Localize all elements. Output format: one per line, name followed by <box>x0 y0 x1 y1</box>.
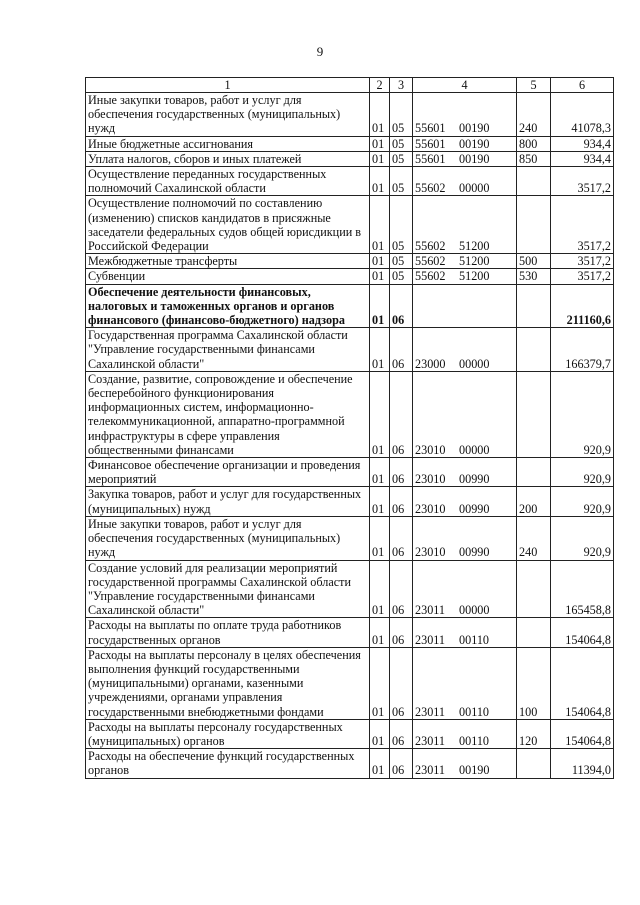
column-header-6: 6 <box>551 78 614 93</box>
table-row <box>86 458 614 487</box>
expense-name-cell: Обеспечение деятельности финансовых, налоговых и таможенных органов и органов финансового (финансово-бюджетного) надзора <box>86 284 370 328</box>
target-article-program-code: 55601 <box>415 121 446 136</box>
table-row <box>86 136 614 151</box>
subsection-code-cell: 06 <box>390 560 413 618</box>
amount-cell: 154064,8 <box>551 618 614 647</box>
subsection-code-cell: 06 <box>390 719 413 748</box>
section-code-cell: 01 <box>370 371 390 457</box>
subsection-code-cell: 06 <box>390 284 413 328</box>
amount-cell: 3517,2 <box>551 254 614 269</box>
table-row <box>86 749 614 778</box>
table-row <box>86 487 614 516</box>
subsection-code-cell: 06 <box>390 647 413 719</box>
section-code-cell: 01 <box>370 458 390 487</box>
target-article-direction-code: 51200 <box>459 239 490 254</box>
target-article-cell <box>413 269 517 284</box>
amount-cell: 920,9 <box>551 458 614 487</box>
expense-name-cell: Осуществление полномочий по составлению (изменению) списков кандидатов в присяжные заседатели федеральных судов общей юрисдикции в Российской Федерации <box>86 196 370 254</box>
target-article-cell <box>413 560 517 618</box>
target-article-cell <box>413 151 517 166</box>
target-article-cell <box>413 371 517 457</box>
target-article-program-code: 55601 <box>415 136 446 151</box>
expense-type-code-cell <box>517 196 551 254</box>
expense-name-cell: Иные закупки товаров, работ и услуг для обеспечения государственных (муниципальных) нужд <box>86 516 370 560</box>
target-article-direction-code: 00110 <box>459 704 490 719</box>
table-row <box>86 371 614 457</box>
expense-name-cell: Иные закупки товаров, работ и услуг для обеспечения государственных (муниципальных) нужд <box>86 93 370 137</box>
target-article-direction-code: 51200 <box>459 269 490 284</box>
expense-type-code-cell: 850 <box>517 151 551 166</box>
expense-type-code-cell <box>517 560 551 618</box>
target-article-direction-code: 00190 <box>459 763 490 778</box>
expense-name-cell: Межбюджетные трансферты <box>86 254 370 269</box>
target-article-direction-code: 00000 <box>459 442 490 457</box>
expense-type-code-cell <box>517 618 551 647</box>
column-header-2: 2 <box>370 78 390 93</box>
target-article-direction-code: 00990 <box>459 472 490 487</box>
expense-type-code-cell <box>517 328 551 372</box>
expense-name-cell: Иные бюджетные ассигнования <box>86 136 370 151</box>
target-article-direction-code: 00110 <box>459 632 490 647</box>
target-article-direction-code: 00190 <box>459 136 490 151</box>
target-article-cell <box>413 136 517 151</box>
target-article-program-code: 23010 <box>415 472 446 487</box>
target-article-direction-code: 00990 <box>459 501 490 516</box>
table-row <box>86 328 614 372</box>
section-code-cell: 01 <box>370 254 390 269</box>
table-row <box>86 560 614 618</box>
expense-name-cell: Государственная программа Сахалинской области "Управление государственными финансами Сахалинской области" <box>86 328 370 372</box>
amount-cell: 920,9 <box>551 371 614 457</box>
column-header-3: 3 <box>390 78 413 93</box>
target-article-cell <box>413 516 517 560</box>
section-code-cell: 01 <box>370 647 390 719</box>
expense-type-code-cell: 100 <box>517 647 551 719</box>
target-article-program-code: 55602 <box>415 239 446 254</box>
expense-type-code-cell: 240 <box>517 93 551 137</box>
subsection-code-cell: 05 <box>390 167 413 196</box>
target-article-direction-code: 00190 <box>459 151 490 166</box>
amount-cell: 920,9 <box>551 487 614 516</box>
target-article-direction-code: 00990 <box>459 545 490 560</box>
target-article-cell <box>413 167 517 196</box>
expense-name-cell: Расходы на выплаты по оплате труда работников государственных органов <box>86 618 370 647</box>
expense-name-cell: Расходы на обеспечение функций государственных органов <box>86 749 370 778</box>
expense-type-code-cell: 120 <box>517 719 551 748</box>
target-article-cell <box>413 196 517 254</box>
target-article-program-code: 55602 <box>415 269 446 284</box>
table-row <box>86 719 614 748</box>
subsection-code-cell: 06 <box>390 458 413 487</box>
expense-type-code-cell: 800 <box>517 136 551 151</box>
section-code-cell: 01 <box>370 749 390 778</box>
target-article-direction-code: 51200 <box>459 254 490 269</box>
expense-type-code-cell <box>517 749 551 778</box>
target-article-cell <box>413 749 517 778</box>
target-article-program-code: 23011 <box>415 603 446 618</box>
subsection-code-cell: 06 <box>390 487 413 516</box>
subsection-code-cell: 05 <box>390 93 413 137</box>
expense-type-code-cell: 500 <box>517 254 551 269</box>
expense-type-code-cell: 200 <box>517 487 551 516</box>
target-article-direction-code: 00190 <box>459 121 490 136</box>
section-code-cell: 01 <box>370 719 390 748</box>
section-code-cell: 01 <box>370 196 390 254</box>
target-article-direction-code: 00110 <box>459 733 490 748</box>
expense-type-code-cell: 530 <box>517 269 551 284</box>
subsection-code-cell: 05 <box>390 151 413 166</box>
section-code-cell: 01 <box>370 487 390 516</box>
target-article-direction-code: 00000 <box>459 356 490 371</box>
section-code-cell: 01 <box>370 618 390 647</box>
subsection-code-cell: 05 <box>390 136 413 151</box>
section-code-cell: 01 <box>370 516 390 560</box>
target-article-cell <box>413 647 517 719</box>
section-code-cell: 01 <box>370 136 390 151</box>
expense-name-cell: Создание условий для реализации мероприятий государственной программы Сахалинской области "Управление государственными финансами Сахалинской области" <box>86 560 370 618</box>
target-article-program-code: 23010 <box>415 442 446 457</box>
expense-type-code-cell <box>517 458 551 487</box>
target-article-program-code: 23011 <box>415 763 446 778</box>
amount-cell: 11394,0 <box>551 749 614 778</box>
table-row <box>86 269 614 284</box>
expense-name-cell: Закупка товаров, работ и услуг для государственных (муниципальных) нужд <box>86 487 370 516</box>
subsection-code-cell: 06 <box>390 618 413 647</box>
target-article-program-code: 55601 <box>415 151 446 166</box>
subsection-code-cell: 06 <box>390 328 413 372</box>
section-code-cell: 01 <box>370 167 390 196</box>
amount-cell: 154064,8 <box>551 719 614 748</box>
target-article-program-code: 23011 <box>415 632 446 647</box>
amount-cell: 41078,3 <box>551 93 614 137</box>
section-code-cell: 01 <box>370 560 390 618</box>
target-article-cell <box>413 458 517 487</box>
target-article-cell <box>413 284 517 328</box>
table-row <box>86 516 614 560</box>
amount-cell: 166379,7 <box>551 328 614 372</box>
target-article-direction-code: 00000 <box>459 181 490 196</box>
column-header-4: 4 <box>413 78 517 93</box>
target-article-direction-code: 00000 <box>459 603 490 618</box>
target-article-program-code: 23011 <box>415 733 446 748</box>
expense-name-cell: Субвенции <box>86 269 370 284</box>
section-code-cell: 01 <box>370 328 390 372</box>
section-code-cell: 01 <box>370 284 390 328</box>
section-code-cell: 01 <box>370 151 390 166</box>
page-number: 9 <box>316 44 324 59</box>
section-code-cell: 01 <box>370 93 390 137</box>
target-article-cell <box>413 328 517 372</box>
table-row <box>86 618 614 647</box>
target-article-program-code: 55602 <box>415 254 446 269</box>
subsection-code-cell: 05 <box>390 269 413 284</box>
amount-cell: 3517,2 <box>551 167 614 196</box>
expense-name-cell: Осуществление переданных государственных полномочий Сахалинской области <box>86 167 370 196</box>
expense-name-cell: Создание, развитие, сопровождение и обеспечение бесперебойного функционирования информационных систем, информационно-телекоммуникационной, аппаратно-программной инфраструктуры в сфере управления общественными финансами <box>86 371 370 457</box>
expense-name-cell: Расходы на выплаты персоналу государственных (муниципальных) органов <box>86 719 370 748</box>
expense-type-code-cell <box>517 371 551 457</box>
table-row <box>86 196 614 254</box>
header-row <box>86 78 614 93</box>
target-article-cell <box>413 93 517 137</box>
table-row <box>86 647 614 719</box>
table-row <box>86 284 614 328</box>
subsection-code-cell: 06 <box>390 749 413 778</box>
amount-cell: 920,9 <box>551 516 614 560</box>
expense-type-code-cell <box>517 167 551 196</box>
target-article-program-code: 23011 <box>415 704 446 719</box>
expense-type-code-cell <box>517 284 551 328</box>
amount-cell: 934,4 <box>551 151 614 166</box>
expense-name-cell: Уплата налогов, сборов и иных платежей <box>86 151 370 166</box>
subsection-code-cell: 06 <box>390 371 413 457</box>
amount-cell: 3517,2 <box>551 196 614 254</box>
target-article-cell <box>413 487 517 516</box>
target-article-program-code: 23000 <box>415 356 446 371</box>
table-row <box>86 93 614 137</box>
target-article-program-code: 23010 <box>415 545 446 560</box>
table-row <box>86 254 614 269</box>
target-article-cell <box>413 719 517 748</box>
target-article-cell <box>413 254 517 269</box>
budget-table <box>85 77 614 779</box>
amount-cell: 211160,6 <box>551 284 614 328</box>
section-code-cell: 01 <box>370 269 390 284</box>
amount-cell: 154064,8 <box>551 647 614 719</box>
subsection-code-cell: 05 <box>390 196 413 254</box>
target-article-cell <box>413 618 517 647</box>
table-row <box>86 151 614 166</box>
amount-cell: 165458,8 <box>551 560 614 618</box>
column-header-1: 1 <box>86 78 370 93</box>
expense-type-code-cell: 240 <box>517 516 551 560</box>
target-article-program-code: 55602 <box>415 181 446 196</box>
subsection-code-cell: 06 <box>390 516 413 560</box>
column-header-5: 5 <box>517 78 551 93</box>
amount-cell: 934,4 <box>551 136 614 151</box>
table-row <box>86 167 614 196</box>
expense-name-cell: Расходы на выплаты персоналу в целях обеспечения выполнения функций государственными (муниципальными) органами, казенными учреждениями, органами управления государственными внебюджетными фондами <box>86 647 370 719</box>
subsection-code-cell: 05 <box>390 254 413 269</box>
amount-cell: 3517,2 <box>551 269 614 284</box>
target-article-program-code: 23010 <box>415 501 446 516</box>
expense-name-cell: Финансовое обеспечение организации и проведения мероприятий <box>86 458 370 487</box>
